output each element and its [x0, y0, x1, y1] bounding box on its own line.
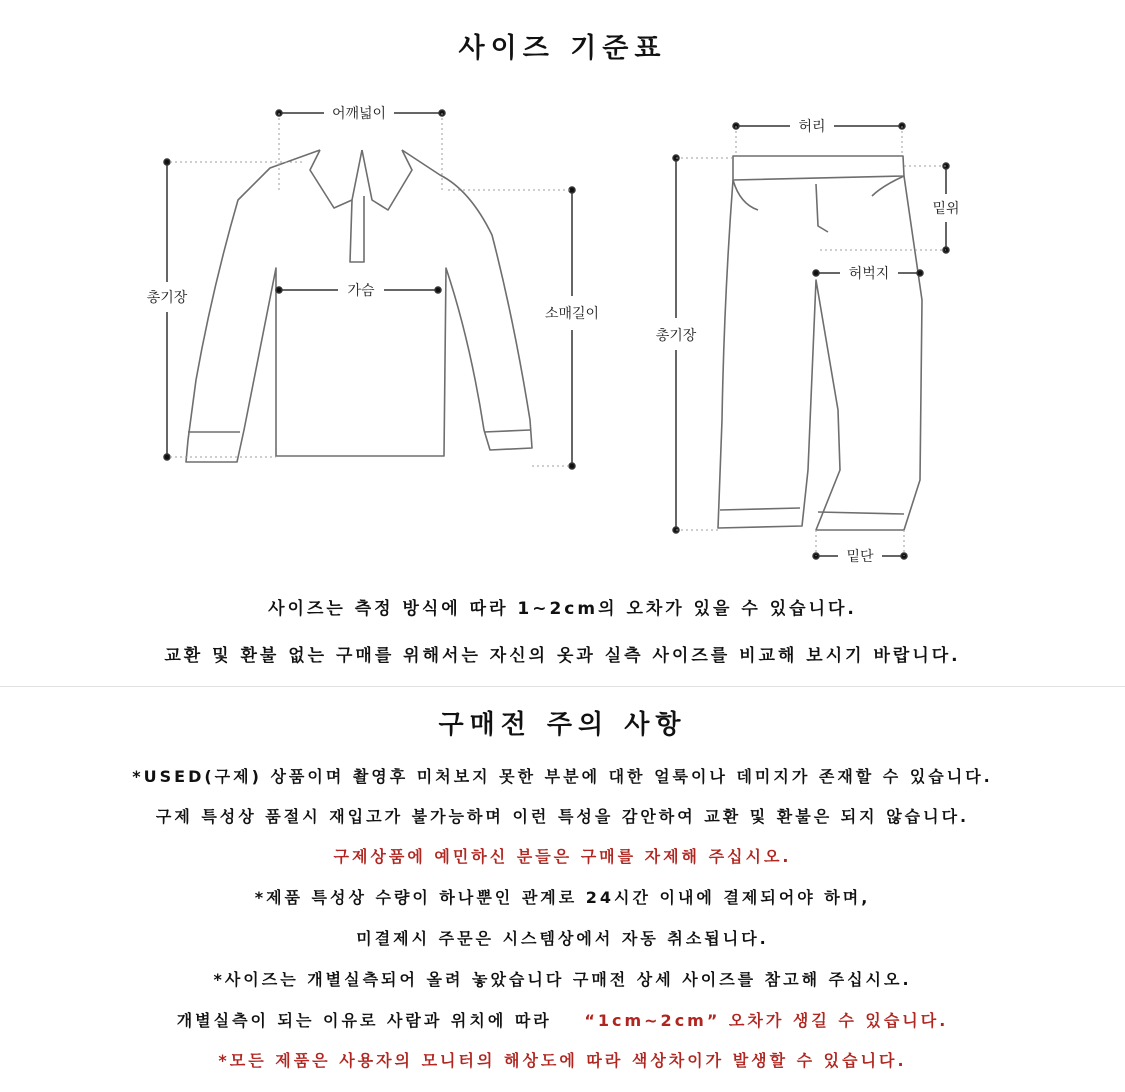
notice-line-8: *모든 제품은 사용자의 모니터의 해상도에 따라 색상차이가 발생할 수 있습니다. [218, 1051, 907, 1070]
notice-line-5: 미결제시 주문은 시스템상에서 자동 취소됩니다. [356, 929, 769, 948]
notice-line-4: *제품 특성상 수량이 하나뿐인 관계로 24시간 이내에 결제되어야 하며, [254, 888, 871, 907]
label-rise: 밑위 [932, 201, 960, 217]
label-hem: 밑단 [846, 549, 874, 565]
notice-line-3: 구제상품에 예민하신 분들은 구매를 자제해 주십시오. [333, 847, 792, 866]
notice-line-6: *사이즈는 개별실측되어 올려 놓았습니다 구매전 상세 사이즈를 참고해 주십시오. [213, 970, 912, 989]
notice-title: 구매전 주의 사항 [438, 710, 687, 740]
label-thigh: 허벅지 [848, 266, 890, 282]
notice-line-7 [0, 1008, 1125, 1031]
shirt-drawing [186, 150, 532, 462]
size-chart-title: 사이즈 기준표 [458, 33, 667, 64]
label-waist: 허리 [798, 119, 826, 135]
size-note-1: 사이즈는 측정 방식에 따라 1~2cm의 오차가 있을 수 있습니다. [268, 599, 857, 619]
notice-line-2: 구제 특성상 품절시 재입고가 불가능하며 이런 특성을 감안하여 교환 및 환불은 되지 않습니다. [155, 807, 970, 826]
label-top-total-length: 총기장 [146, 290, 188, 306]
size-note-2: 교환 및 환불 없는 구매를 위해서는 자신의 옷과 실측 사이즈를 비교해 보시기 바랍니다. [164, 646, 961, 666]
label-chest: 가슴 [347, 283, 375, 299]
label-pants-total-length: 총기장 [655, 328, 697, 344]
section-divider [0, 686, 1125, 687]
notice-line-7-red: “1cm~2cm” 오차가 생길 수 있습니다. [584, 1011, 949, 1030]
label-shoulder: 어깨넓이 [331, 106, 387, 122]
pants-drawing [718, 156, 922, 530]
notice-line-7-text: 개별실측이 되는 이유로 사람과 위치에 따라 [176, 1011, 552, 1030]
notice-line-1: *USED(구제) 상품이며 촬영후 미처보지 못한 부분에 대한 얼룩이나 데미지가 존재할 수 있습니다. [132, 767, 993, 786]
label-sleeve: 소매길이 [544, 306, 600, 322]
